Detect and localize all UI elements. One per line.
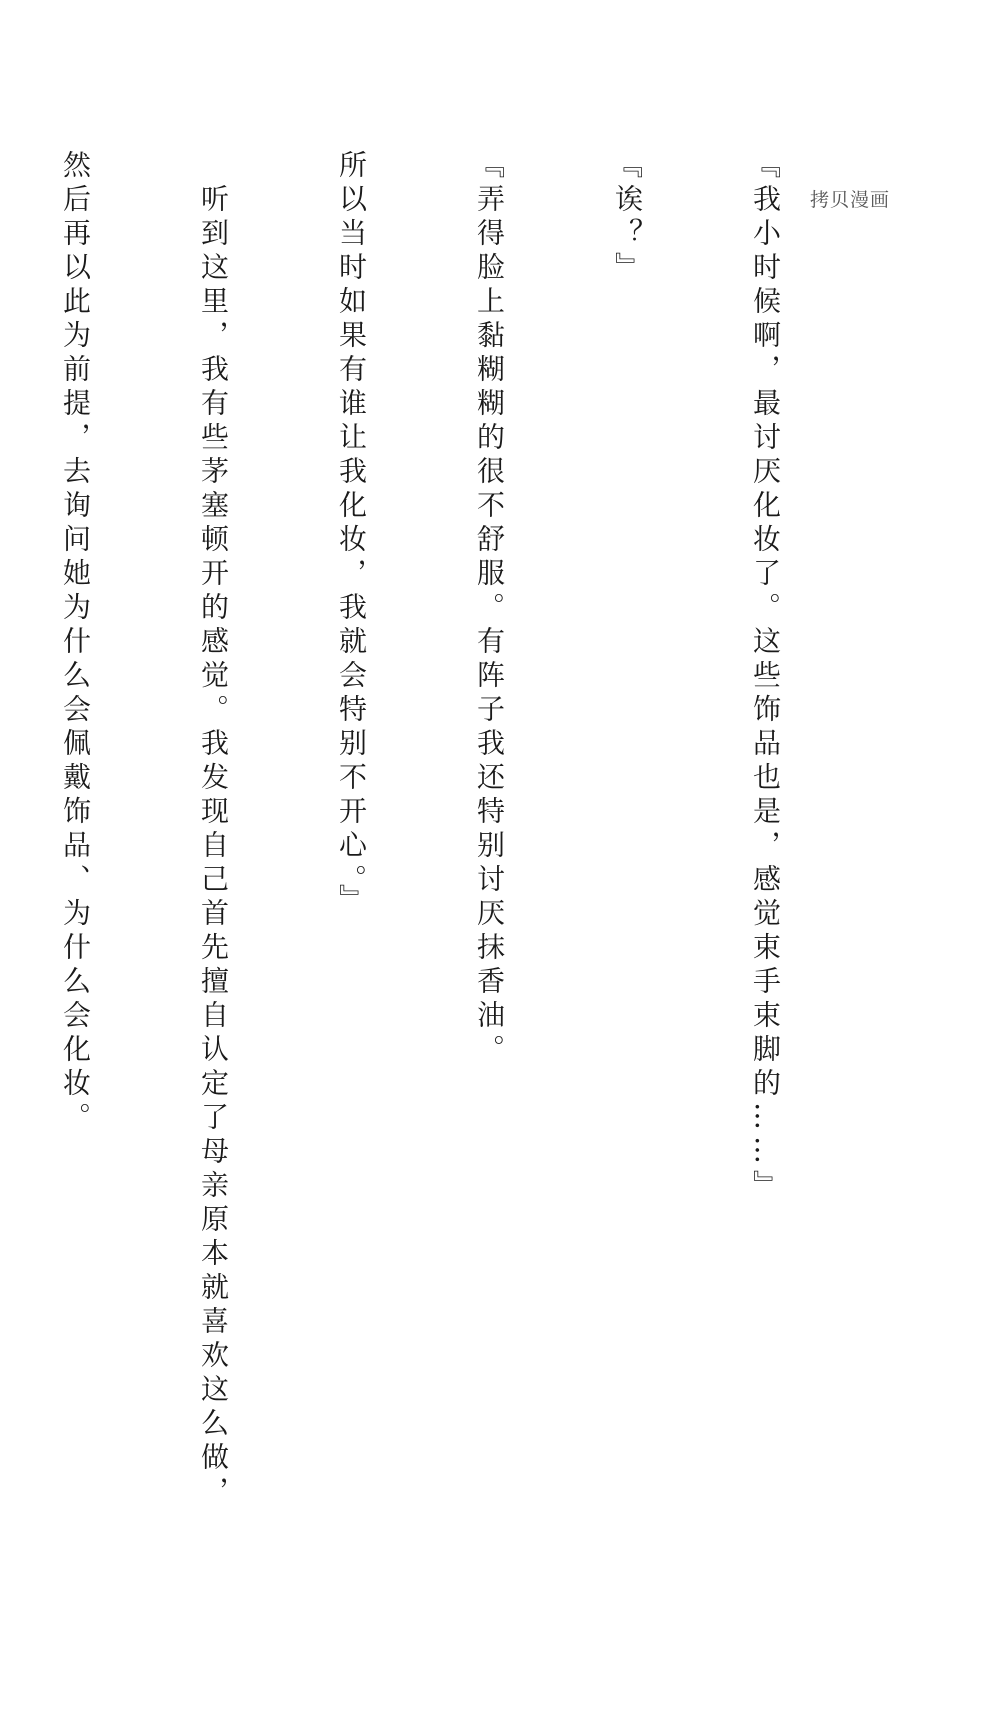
text-line: 听到这里，我有些茅塞顿开的感觉。我发现自己首先擅自认定了母亲原本就喜欢这么做， xyxy=(197,150,230,1510)
text-line: 所以当时如果有谁让我化妆，我就会特别不开心。』 xyxy=(335,150,368,918)
text-line: 『诶？』 xyxy=(611,150,644,286)
text-line: 『我小时候啊，最讨厌化妆了。这些饰品也是，感觉束手束脚的……』 xyxy=(749,150,782,1204)
text-line: 『弄得脸上黏糊糊的很不舒服。有阵子我还特别讨厌抹香油。 xyxy=(473,150,506,1068)
watermark: 拷贝漫画 xyxy=(808,185,892,212)
text-line: 然后再以此为前提，去询问她为什么会佩戴饰品、为什么会化妆。 xyxy=(59,150,92,1136)
vertical-text-block xyxy=(0,150,880,1510)
